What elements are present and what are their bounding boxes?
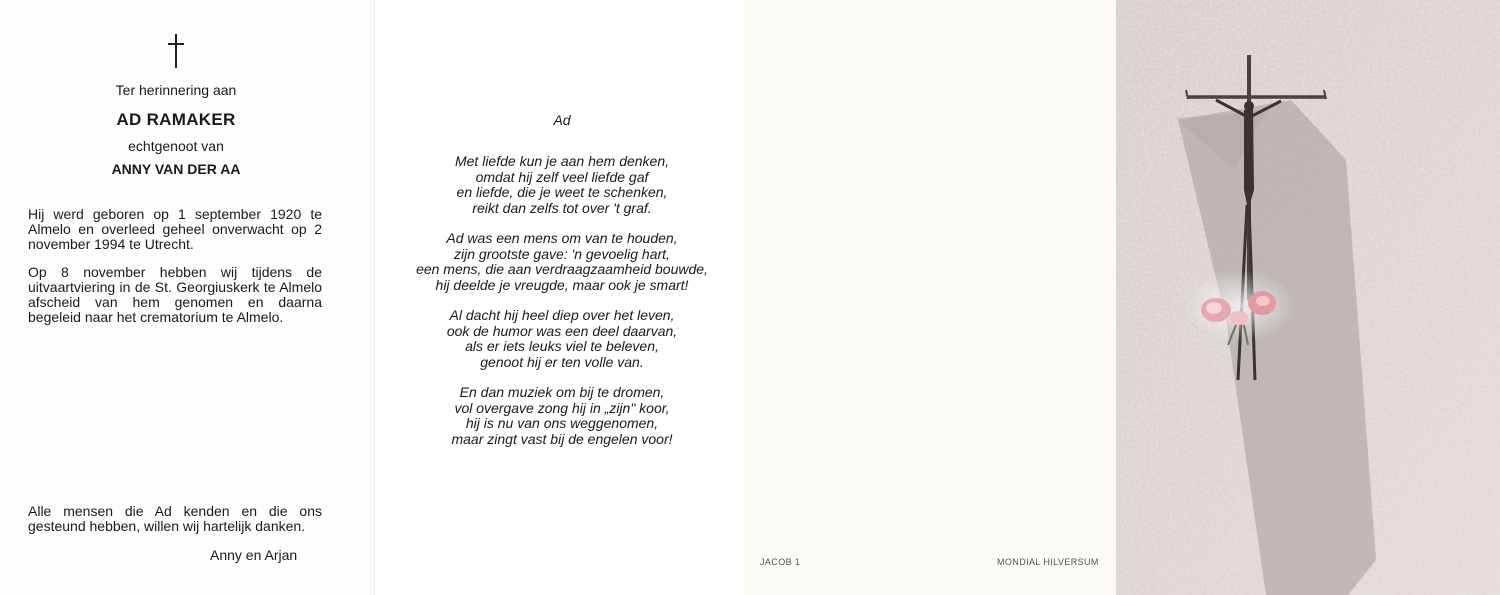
poem-body	[375, 154, 749, 462]
poem-line: omdat hij zelf veel liefde gaf	[475, 168, 649, 185]
funeral-paragraph: Op 8 november hebben wij tijdens de uitvaartviering in de St. Georgiuskerk te Almelo afscheid van hem genomen en daarna begeleid naar het crematorium te Almelo.	[28, 264, 322, 325]
poem-line: en liefde, die je weet te schenken,	[456, 184, 668, 200]
card-code: JACOB 1	[760, 557, 801, 567]
poem-panel	[374, 0, 744, 595]
poem-line: Met liefde kun je aan hem denken,	[454, 153, 670, 169]
spouse-name: ANNY VAN DER AA	[111, 161, 241, 177]
blank-panel	[744, 0, 1116, 595]
heading: Ter herinnering aan	[115, 82, 237, 98]
poem-line: hij is nu van ons weggenomen,	[465, 415, 659, 431]
crucifix-image	[1116, 0, 1500, 595]
cross-icon	[166, 34, 186, 68]
poem-title: Ad	[553, 112, 571, 128]
thanks-paragraph: Alle mensen die Ad kenden en die ons gesteund hebben, willen wij hartelijk danken.	[28, 503, 322, 534]
relation-label: echtgenoot van	[128, 138, 224, 154]
poem-stanza	[375, 385, 749, 447]
poem-line: zijn grootste gave: 'n gevoelig hart,	[454, 245, 670, 262]
poem-stanza	[375, 308, 749, 370]
poem-line: een mens, die aan verdraagzaamheid bouwde,	[416, 261, 708, 277]
poem-line: Ad was een mens om van te houden,	[446, 230, 678, 246]
birth-death-paragraph: Hij werd geboren op 1 september 1920 te Almelo en overleed geheel onverwacht op 2 november 1994 te Utrecht.	[28, 206, 322, 252]
poem-line: ook de humor was een deel daarvan,	[446, 322, 678, 339]
poem-line: hij deelde je vreugde, maar ook je smart!	[435, 276, 689, 293]
signature: Anny en Arjan	[210, 547, 298, 563]
poem-line: genoot hij er ten volle van.	[480, 353, 644, 370]
announcement-panel	[0, 0, 374, 595]
poem-line: als er iets leuks viel te beleven,	[465, 338, 659, 354]
deceased-name: AD RAMAKER	[116, 110, 236, 129]
poem-stanza	[375, 154, 749, 216]
poem-stanza	[375, 231, 749, 293]
poem-line: En dan muziek om bij te dromen,	[459, 384, 665, 400]
poem-line: reikt dan zelfs tot over 't graf.	[472, 199, 652, 216]
crucifix-photo	[1116, 0, 1500, 595]
poem-line: Al dacht hij heel diep over het leven,	[449, 307, 675, 323]
poem-line: maar zingt vast bij de engelen voor!	[451, 430, 673, 447]
printer-credit: MONDIAL HILVERSUM	[997, 557, 1099, 567]
poem-line: vol overgave zong hij in „zijn" koor,	[454, 399, 670, 416]
